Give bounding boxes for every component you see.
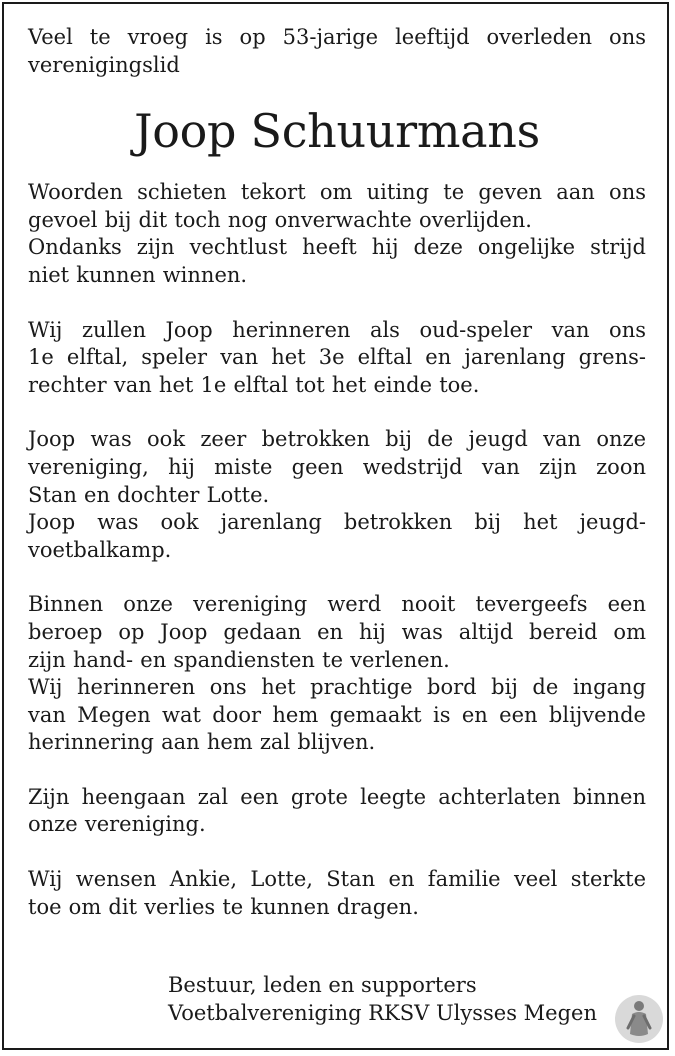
paragraph-line: van Megen wat door hem gemaakt is en een blijvende bbox=[28, 702, 646, 727]
mourning-figure-icon bbox=[614, 994, 664, 1044]
paragraph-line: vereniging, hij miste geen wedstrijd van zijn zoon bbox=[28, 454, 646, 479]
notice-content bbox=[28, 24, 646, 921]
intro-line: Veel te vroeg is op 53-jarige leeftijd overleden ons bbox=[28, 25, 646, 49]
paragraph-line: herinnering aan hem zal blijven. bbox=[28, 730, 376, 755]
paragraph-line: zijn hand- en spandiensten te verlenen. bbox=[28, 647, 450, 672]
body-paragraph bbox=[28, 426, 646, 564]
signature-line: Voetbalvereniging RKSV Ulysses Megen bbox=[168, 1001, 597, 1025]
deceased-name: Joop Schuurmans bbox=[134, 104, 540, 159]
paragraph-line: Wij zullen Joop herinneren als oud-speler van ons bbox=[28, 317, 646, 342]
paragraph-line: Binnen onze vereniging werd nooit tevergeefs een bbox=[28, 592, 646, 617]
paragraph-line: niet kunnen winnen. bbox=[28, 262, 248, 287]
body-paragraph bbox=[28, 784, 646, 839]
paragraph-line: voetbalkamp. bbox=[28, 537, 172, 562]
body-paragraph bbox=[28, 866, 646, 921]
signature-line: Bestuur, leden en supporters bbox=[168, 973, 477, 997]
paragraph-line: toe om dit verlies te kunnen dragen. bbox=[28, 894, 419, 919]
paragraph-line: Joop was ook zeer betrokken bij de jeugd van onze bbox=[28, 427, 646, 452]
paragraph-line: beroep op Joop gedaan en hij was altijd bereid om bbox=[28, 619, 646, 644]
paragraph-line: gevoel bij dit toch nog onverwachte overlijden. bbox=[28, 207, 532, 232]
paragraph-line: Wij herinneren ons het prachtige bord bij de ingang bbox=[28, 675, 646, 700]
paragraph-line: Joop was ook jarenlang betrokken bij het jeugd- bbox=[28, 510, 646, 535]
paragraph-line: Woorden schieten tekort om uiting te geven aan ons bbox=[28, 180, 646, 205]
paragraph-line: Zijn heengaan zal een grote leegte achterlaten binnen bbox=[28, 784, 646, 809]
paragraph-line: onze vereniging. bbox=[28, 812, 206, 837]
paragraph-line: rechter van het 1e elftal tot het einde toe. bbox=[28, 372, 480, 397]
paragraph-line: Stan en dochter Lotte. bbox=[28, 482, 270, 507]
body-paragraph bbox=[28, 591, 646, 757]
body-paragraph bbox=[28, 317, 646, 400]
intro-line: verenigingslid bbox=[28, 52, 180, 77]
paragraph-line: Wij wensen Ankie, Lotte, Stan en familie veel sterkte bbox=[28, 867, 646, 892]
intro-paragraph bbox=[28, 24, 646, 79]
body-paragraph bbox=[28, 179, 646, 289]
paragraph-line: Ondanks zijn vechtlust heeft hij deze ongelijke strijd bbox=[28, 235, 646, 260]
paragraph-line: 1e elftal, speler van het 3e elftal en jarenlang grens- bbox=[28, 345, 646, 370]
